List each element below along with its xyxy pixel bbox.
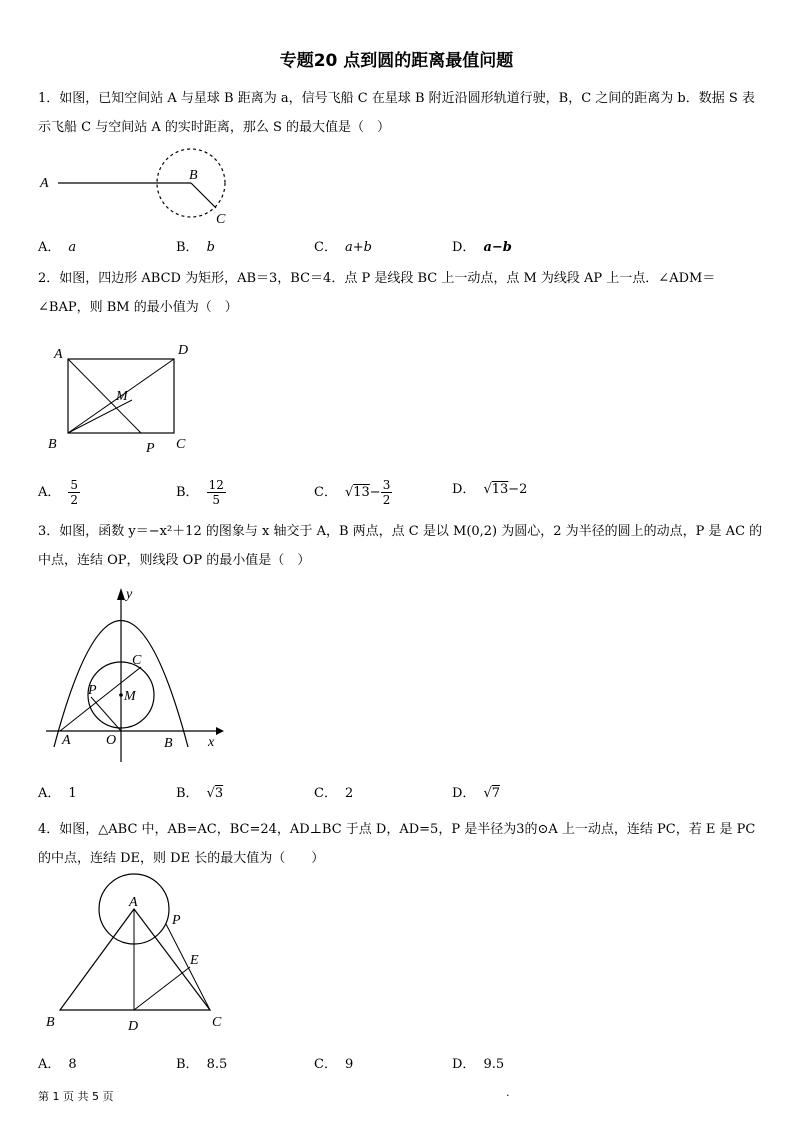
q4-option-d[interactable]: D． 9.5: [452, 1057, 505, 1072]
label-m: M: [116, 389, 128, 404]
label-x: x: [208, 735, 215, 750]
label-m: M: [124, 689, 136, 704]
label-a: A: [129, 895, 138, 910]
footer-mark: .: [506, 1086, 510, 1099]
label-p: P: [88, 683, 97, 698]
q2-option-b[interactable]: B． $\frac{12}{5}$: [176, 478, 224, 507]
label-b: B: [48, 437, 57, 452]
label-p: P: [172, 913, 181, 928]
question-2-figure: [44, 338, 204, 460]
q1-option-d[interactable]: D． a−b: [452, 240, 512, 255]
q4-option-b[interactable]: B． 8.5: [176, 1057, 228, 1072]
question-1-text: 1．如图，已知空间站 A 与星球 B 距离为 a，信号飞船 C 在星球 B 附近沿圆形轨道行驶，B，C 之间的距离为 b．数据 S 表示飞船 C 与空间站 A 的实时距离，那么 S 的最大值是（ ）: [38, 91, 755, 135]
label-b: B: [164, 736, 173, 751]
q2-option-d[interactable]: D． √13−2: [452, 482, 528, 497]
page-title: 专题20 点到圆的距离最值问题: [279, 51, 514, 71]
q3-option-a[interactable]: A． 1: [38, 786, 77, 801]
label-p: P: [146, 441, 155, 456]
question-4-text: 4．如图，△ABC 中，AB=AC，BC=24，AD⊥BC 于点 D，AD=5，P 是半径为3的⊙A 上一动点，连结 PC，若 E 是 PC 的中点，连结 DE，则 DE 长的最大值为（ ）: [38, 822, 756, 866]
q4-option-a[interactable]: A． 8: [38, 1057, 77, 1072]
label-c: C: [212, 1015, 222, 1030]
label-c: C: [176, 437, 186, 452]
q1-option-b[interactable]: B． b: [176, 240, 215, 255]
label-c: C: [216, 212, 226, 227]
label-d: D: [178, 343, 189, 358]
page-footer: 第 1 页 共 5 页: [38, 1090, 114, 1103]
question-4-figure: [40, 872, 240, 1040]
label-y: y: [126, 587, 133, 602]
label-a: A: [62, 733, 71, 748]
q2-option-a[interactable]: A． $\frac{5}{2}$: [38, 478, 79, 507]
label-c: C: [132, 653, 142, 668]
label-e: E: [190, 953, 199, 968]
q1-option-c[interactable]: C． a+b: [314, 240, 372, 255]
question-3-text: 3．如图，函数 y＝−x²＋12 的图象与 x 轴交于 A，B 两点，点 C 是以 M(0,2) 为圆心，2 为半径的圆上的动点，P 是 AC 的中点，连结 OP，则线段 OP 的最小值是（ ）: [38, 524, 763, 568]
q3-option-b[interactable]: B． √3: [176, 786, 224, 801]
label-a: A: [40, 176, 49, 191]
q2-option-c[interactable]: C． √13− $\frac{3}{2}$: [314, 478, 391, 507]
label-b: B: [46, 1015, 55, 1030]
label-o: O: [106, 733, 117, 748]
q3-option-d[interactable]: D． √7: [452, 786, 501, 801]
label-a: A: [54, 347, 63, 362]
question-1-figure: [36, 145, 246, 230]
question-3-figure: [40, 582, 230, 767]
label-b: B: [189, 168, 198, 183]
label-d: D: [128, 1019, 139, 1034]
q3-option-c[interactable]: C． 2: [314, 786, 354, 801]
question-2-text: 2．如图，四边形 ABCD 为矩形，AB＝3，BC＝4．点 P 是线段 BC 上一动点，点 M 为线段 AP 上一点．∠ADM＝∠BAP，则 BM 的最小值为（ ）: [38, 271, 716, 315]
q4-option-c[interactable]: C． 9: [314, 1057, 354, 1072]
q1-option-a[interactable]: A． a: [38, 240, 77, 255]
